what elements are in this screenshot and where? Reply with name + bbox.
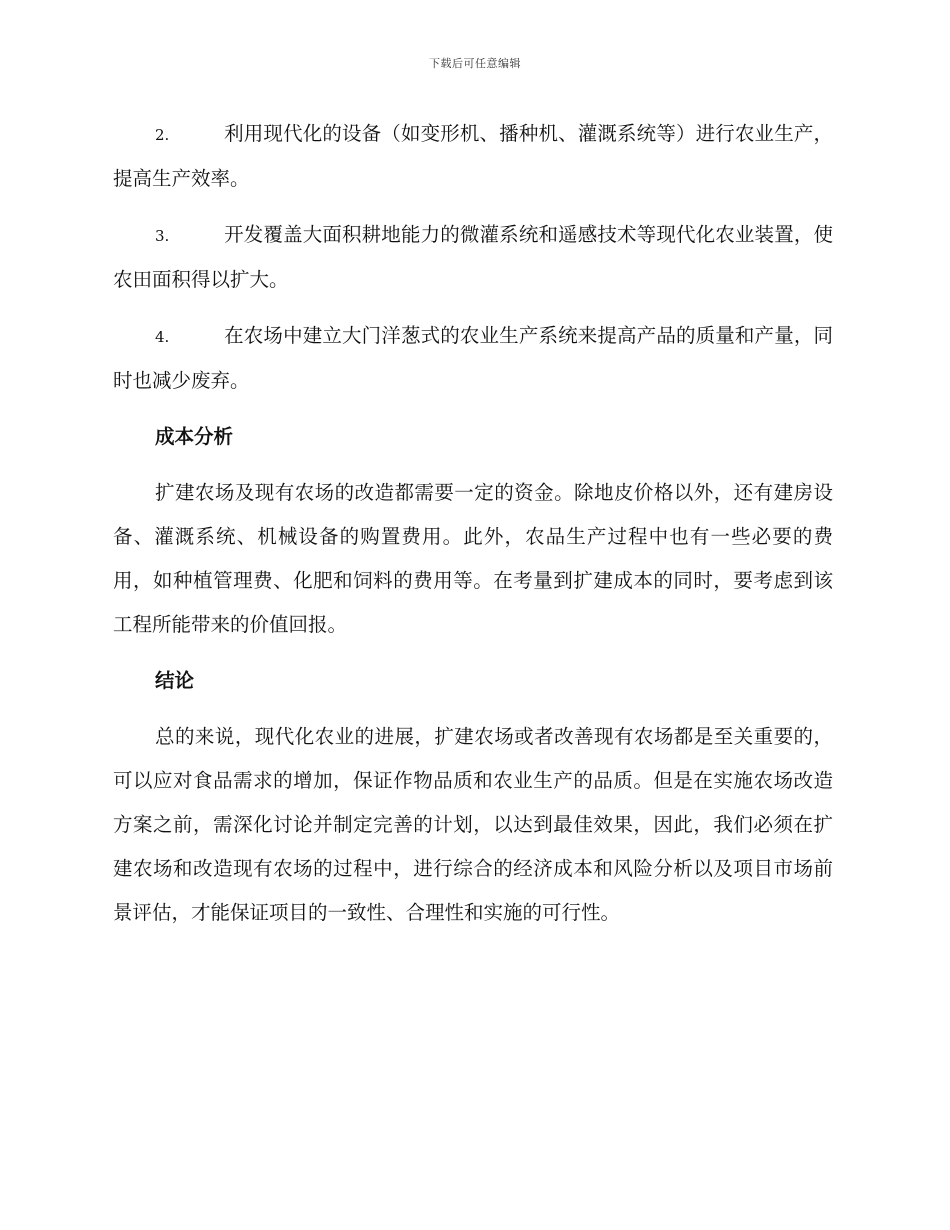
list-text: 在农场中建立大门洋葱式的农业生产系统来提高产品的质量和产量，同时也减少废弃。: [113, 324, 833, 392]
list-item-4: [113, 314, 833, 403]
conclusion-paragraph: 总的来说，现代化农业的进展，扩建农场或者改善现有农场都是至关重要的，可以应对食品需求的增加，保证作物品质和农业生产的品质。但是在实施农场改造方案之前，需深化讨论并制定完善的计划，以达到最佳效果，因此，我们必须在扩建农场和改造现有农场的过程中，进行综合的经济成本和风险分析以及项目市场前景评估，才能保证项目的一致性、合理性和实施的可行性。: [113, 725, 833, 924]
cost-analysis-heading: 成本分析: [155, 425, 234, 448]
list-item-3: [113, 213, 833, 302]
list-item-2: [113, 112, 833, 201]
document-body: [113, 112, 833, 947]
list-number: 2.: [155, 126, 170, 144]
list-text: 利用现代化的设备（如变形机、播种机、灌溉系统等）进行农业生产，提高生产效率。: [113, 122, 833, 190]
page-header: 下载后可任意编辑: [429, 57, 521, 70]
list-number: 4.: [155, 328, 170, 346]
list-text: 开发覆盖大面积耕地能力的微灌系统和遥感技术等现代化农业装置，使农田面积得以扩大。: [113, 223, 833, 291]
cost-analysis-paragraph: 扩建农场及现有农场的改造都需要一定的资金。除地皮价格以外，还有建房设备、灌溉系统、机械设备的购置费用。此外，农品生产过程中也有一些必要的费用，如种植管理费、化肥和饲料的费用等。在考量到扩建成本的同时，要考虑到该工程所能带来的价值回报。: [113, 481, 833, 636]
conclusion-heading: 结论: [155, 669, 195, 692]
list-number: 3.: [155, 227, 170, 245]
